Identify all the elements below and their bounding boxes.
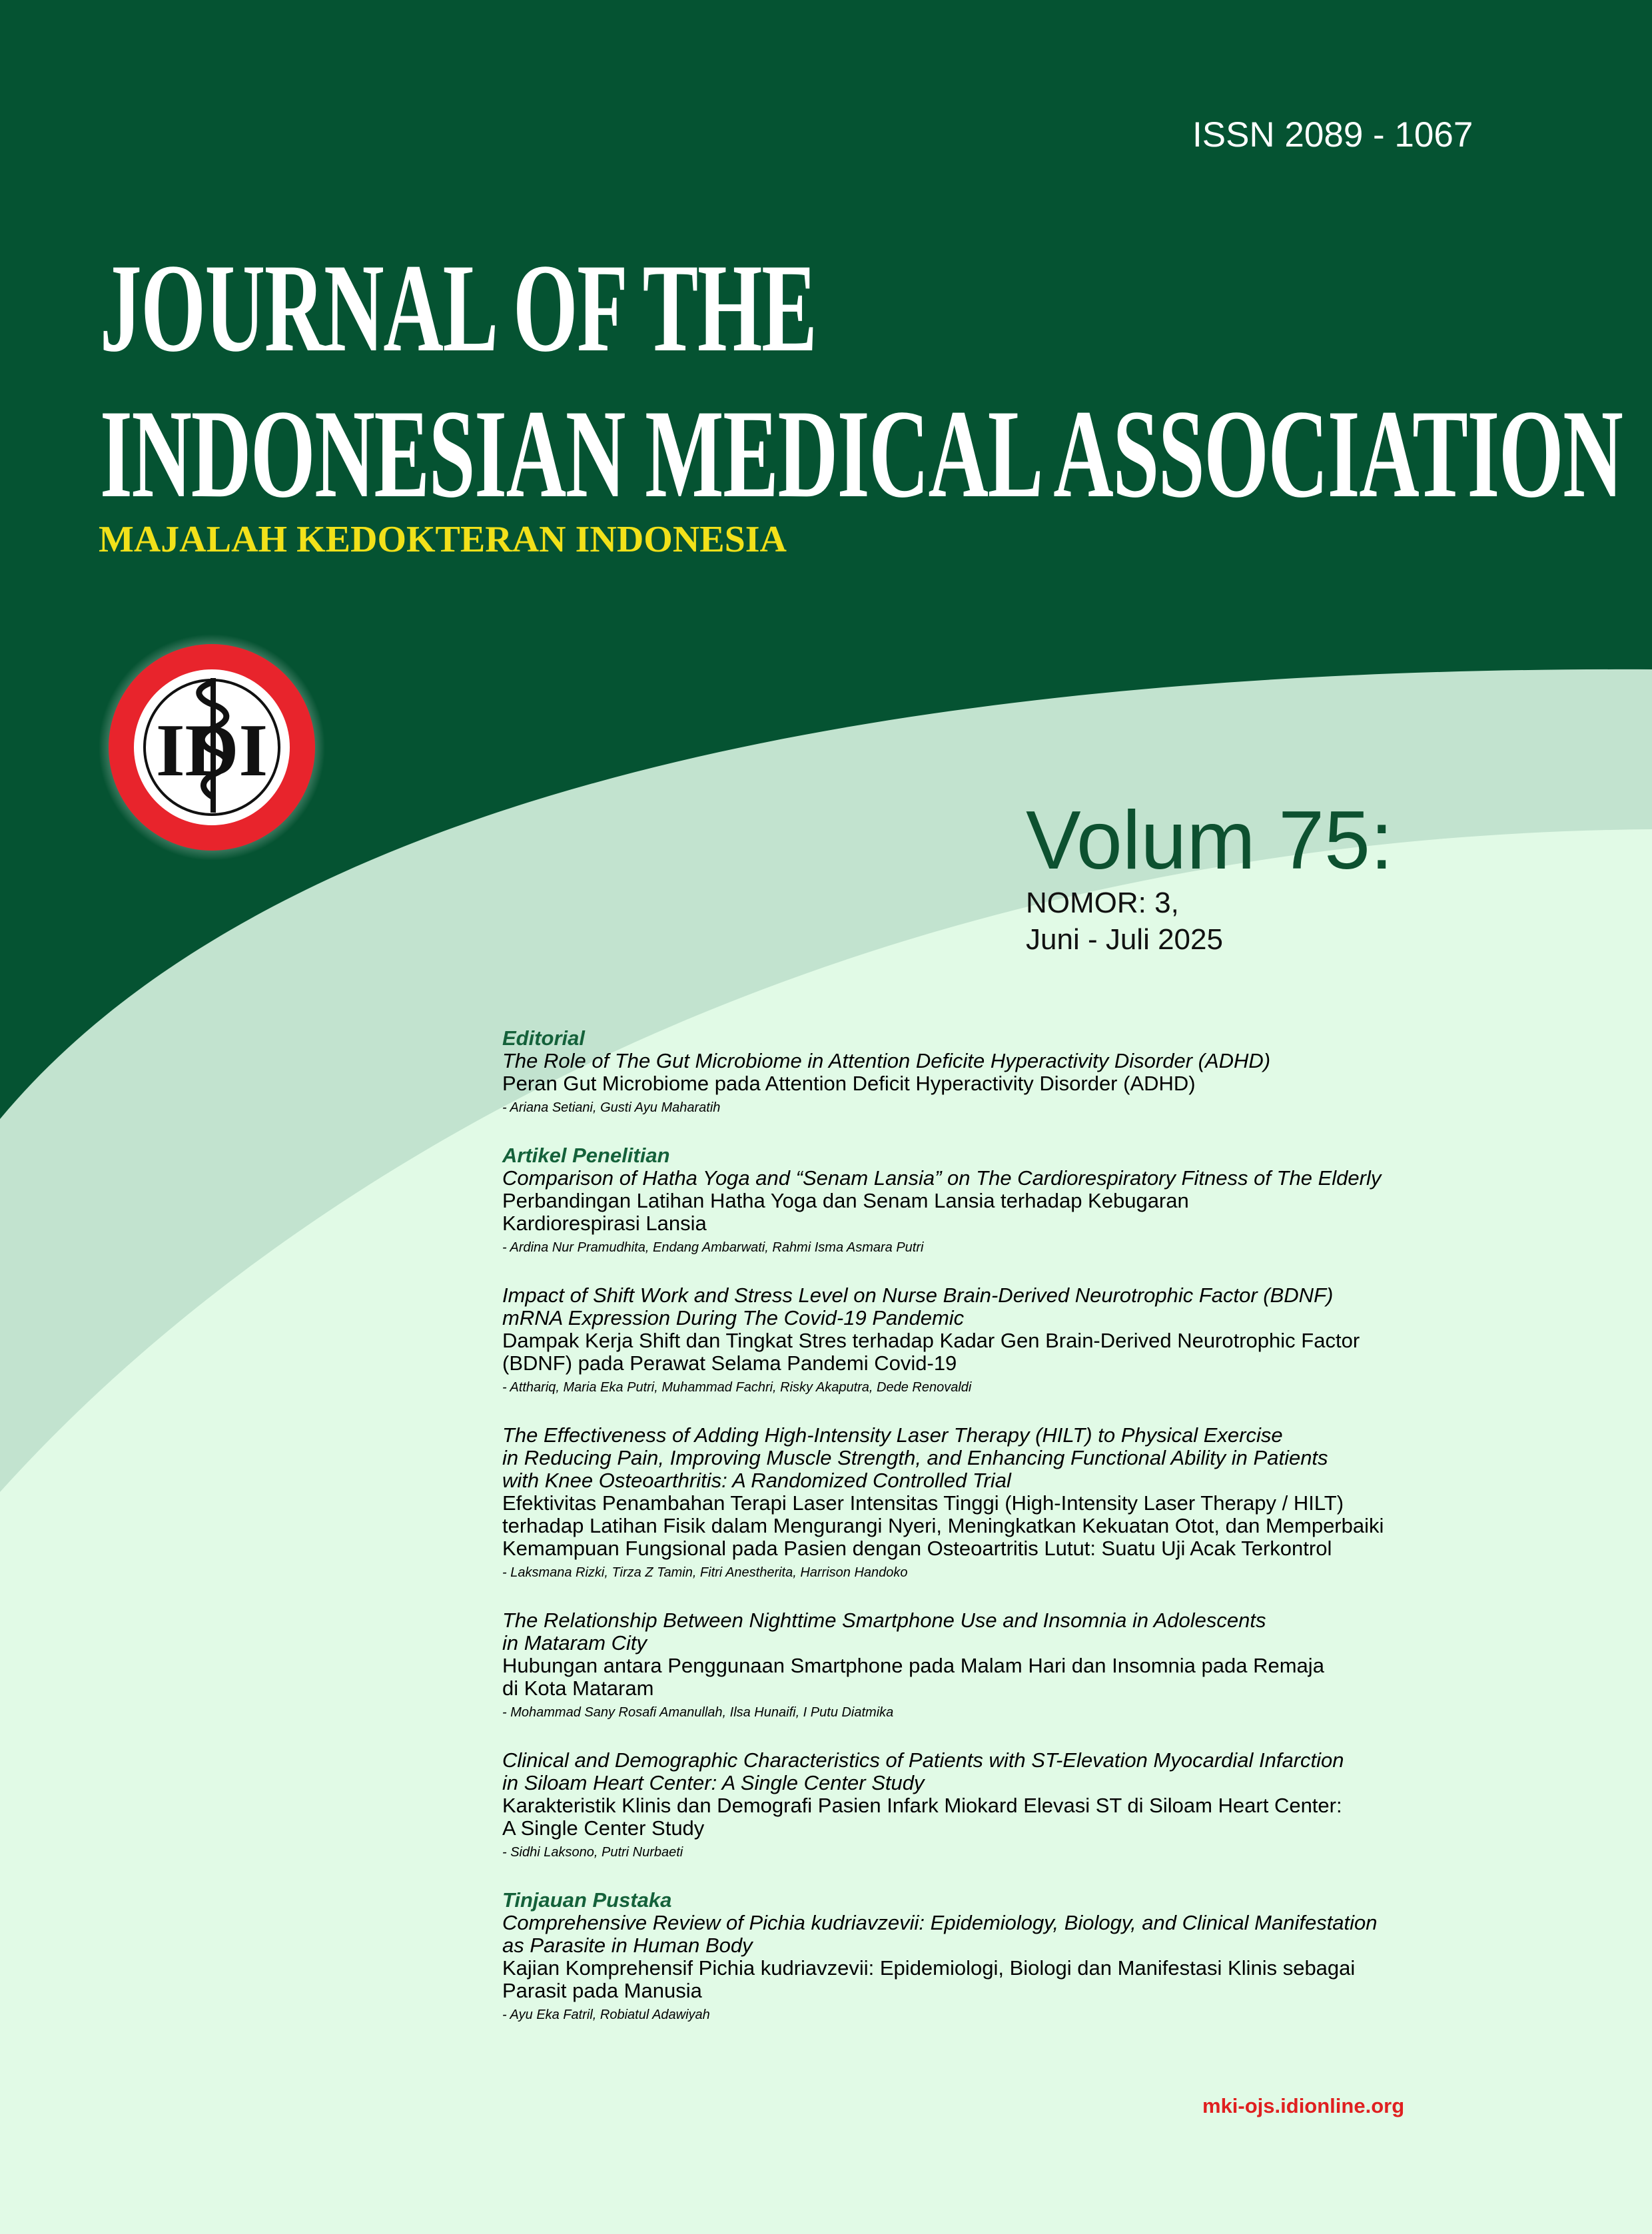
issue-date: Juni - Juli 2025 [1026, 923, 1223, 956]
title-line: in Reducing Pain, Improving Muscle Strength, and Enhancing Functional Ability in Patients [502, 1446, 1328, 1469]
title-line: mRNA Expression During The Covid-19 Pandemic [502, 1306, 965, 1329]
research-article-3 [502, 1424, 1595, 1583]
article-title-en [502, 1167, 1595, 1190]
title-line: Comprehensive Review of Pichia kudriavzevii: Epidemiology, Biology, and Clinical Manifestation [502, 1911, 1378, 1934]
article-title-en [502, 1749, 1595, 1794]
article-title-id [502, 1492, 1595, 1560]
section-title-review: Tinjauan Pustaka [502, 1888, 672, 1912]
article-title-en [502, 1912, 1595, 1957]
title-line: Clinical and Demographic Characteristics of Patients with ST-Elevation Myocardial Infarction [502, 1748, 1344, 1772]
title-line: terhadap Latihan Fisik dalam Mengurangi Nyeri, Meningkatkan Kekuatan Otot, dan Memperbaiki [502, 1514, 1384, 1537]
title-line: Dampak Kerja Shift dan Tingkat Stres terhadap Kadar Gen Brain-Derived Neurotrophic Factor [502, 1329, 1360, 1352]
title-line: Peran Gut Microbiome pada Attention Deficit Hyperactivity Disorder (ADHD) [502, 1072, 1196, 1095]
title-line: Hubungan antara Penggunaan Smartphone pada Malam Hari dan Insomnia pada Remaja [502, 1654, 1324, 1677]
editorial-entry [502, 1027, 1595, 1118]
article-title-id [502, 1329, 1595, 1375]
title-line: di Kota Mataram [502, 1676, 654, 1700]
title-line: Parasit pada Manusia [502, 1979, 702, 2002]
article-title-id [502, 1794, 1595, 1840]
section-title-research: Artikel Penelitian [502, 1144, 670, 1167]
article-authors: - Ardina Nur Pramudhita, Endang Ambarwati, Rahmi Isma Asmara Putri [502, 1240, 924, 1255]
title-line: The Effectiveness of Adding High-Intensity Laser Therapy (HILT) to Physical Exercise [502, 1423, 1283, 1447]
title-line: with Knee Osteoarthritis: A Randomized Controlled Trial [502, 1469, 1011, 1492]
issue-number: NOMOR: 3, [1026, 887, 1179, 919]
title-line: Efektivitas Penambahan Terapi Laser Intensitas Tinggi (High-Intensity Laser Therapy / HILT) [502, 1491, 1344, 1515]
article-authors: - Ariana Setiani, Gusti Ayu Maharatih [502, 1100, 721, 1115]
article-authors: - Sidhi Laksono, Putri Nurbaeti [502, 1845, 683, 1860]
article-title-id [502, 1957, 1595, 2002]
research-article-1 [502, 1167, 1595, 1258]
title-line: The Role of The Gut Microbiome in Attention Deficite Hyperactivity Disorder (ADHD) [502, 1049, 1271, 1072]
title-line: A Single Center Study [502, 1816, 705, 1840]
title-line: as Parasite in Human Body [502, 1934, 753, 1957]
article-authors: - Laksmana Rizki, Tirza Z Tamin, Fitri Anestherita, Harrison Handoko [502, 1565, 908, 1580]
research-article-2 [502, 1284, 1595, 1397]
research-article-4 [502, 1609, 1595, 1722]
article-authors: - Ayu Eka Fatril, Robiatul Adawiyah [502, 2008, 710, 2022]
title-line: Kardiorespirasi Lansia [502, 1212, 707, 1235]
article-title-en [502, 1609, 1595, 1655]
issn: ISSN 2089 - 1067 [1192, 115, 1473, 155]
title-line: Comparison of Hatha Yoga and “Senam Lansia” on The Cardiorespiratory Fitness of The Elderly [502, 1166, 1382, 1190]
article-title-id [502, 1655, 1595, 1700]
journal-title-line-1: JOURNAL OF THE [100, 238, 817, 378]
title-line: in Siloam Heart Center: A Single Center Study [502, 1771, 925, 1794]
title-line: Impact of Shift Work and Stress Level on Nurse Brain-Derived Neurotrophic Factor (BDNF) [502, 1284, 1334, 1307]
title-line: Kemampuan Fungsional pada Pasien dengan Osteoartritis Lutut: Suatu Uji Acak Terkontrol [502, 1537, 1332, 1560]
research-article-5 [502, 1749, 1595, 1862]
title-line: Kajian Komprehensif Pichia kudriavzevii: Epidemiologi, Biologi dan Manifestasi Klinis sebagai [502, 1956, 1356, 1980]
title-line: The Relationship Between Nighttime Smartphone Use and Insomnia in Adolescents [502, 1609, 1266, 1632]
article-title-id [502, 1072, 1595, 1095]
title-line: in Mataram City [502, 1631, 647, 1655]
title-line: Perbandingan Latihan Hatha Yoga dan Senam Lansia terhadap Kebugaran [502, 1189, 1189, 1212]
article-title-en [502, 1050, 1595, 1072]
website-link[interactable]: mki-ojs.idionline.org [1202, 2094, 1405, 2117]
volume-number: Volum 75: [1026, 795, 1394, 887]
section-title-editorial: Editorial [502, 1026, 586, 1050]
article-title-en [502, 1424, 1595, 1492]
table-of-contents [502, 1027, 1595, 2051]
journal-subtitle: MAJALAH KEDOKTERAN INDONESIA [99, 519, 787, 560]
article-title-id [502, 1190, 1595, 1235]
logo-letters: IDI [155, 709, 268, 792]
idi-logo [99, 634, 325, 861]
title-line: Karakteristik Klinis dan Demografi Pasien Infark Miokard Elevasi ST di Siloam Heart Center: [502, 1794, 1342, 1817]
journal-title-line-2: INDONESIAN MEDICAL ASSOCIATION [100, 384, 1623, 524]
article-authors: - Mohammad Sany Rosafi Amanullah, Ilsa Hunaifi, I Putu Diatmika [502, 1705, 894, 1720]
title-line: (BDNF) pada Perawat Selama Pandemi Covid-19 [502, 1351, 957, 1375]
article-authors: - Atthariq, Maria Eka Putri, Muhammad Fachri, Risky Akaputra, Dede Renovaldi [502, 1380, 972, 1395]
article-title-en [502, 1284, 1595, 1329]
review-entry [502, 1889, 1595, 2025]
